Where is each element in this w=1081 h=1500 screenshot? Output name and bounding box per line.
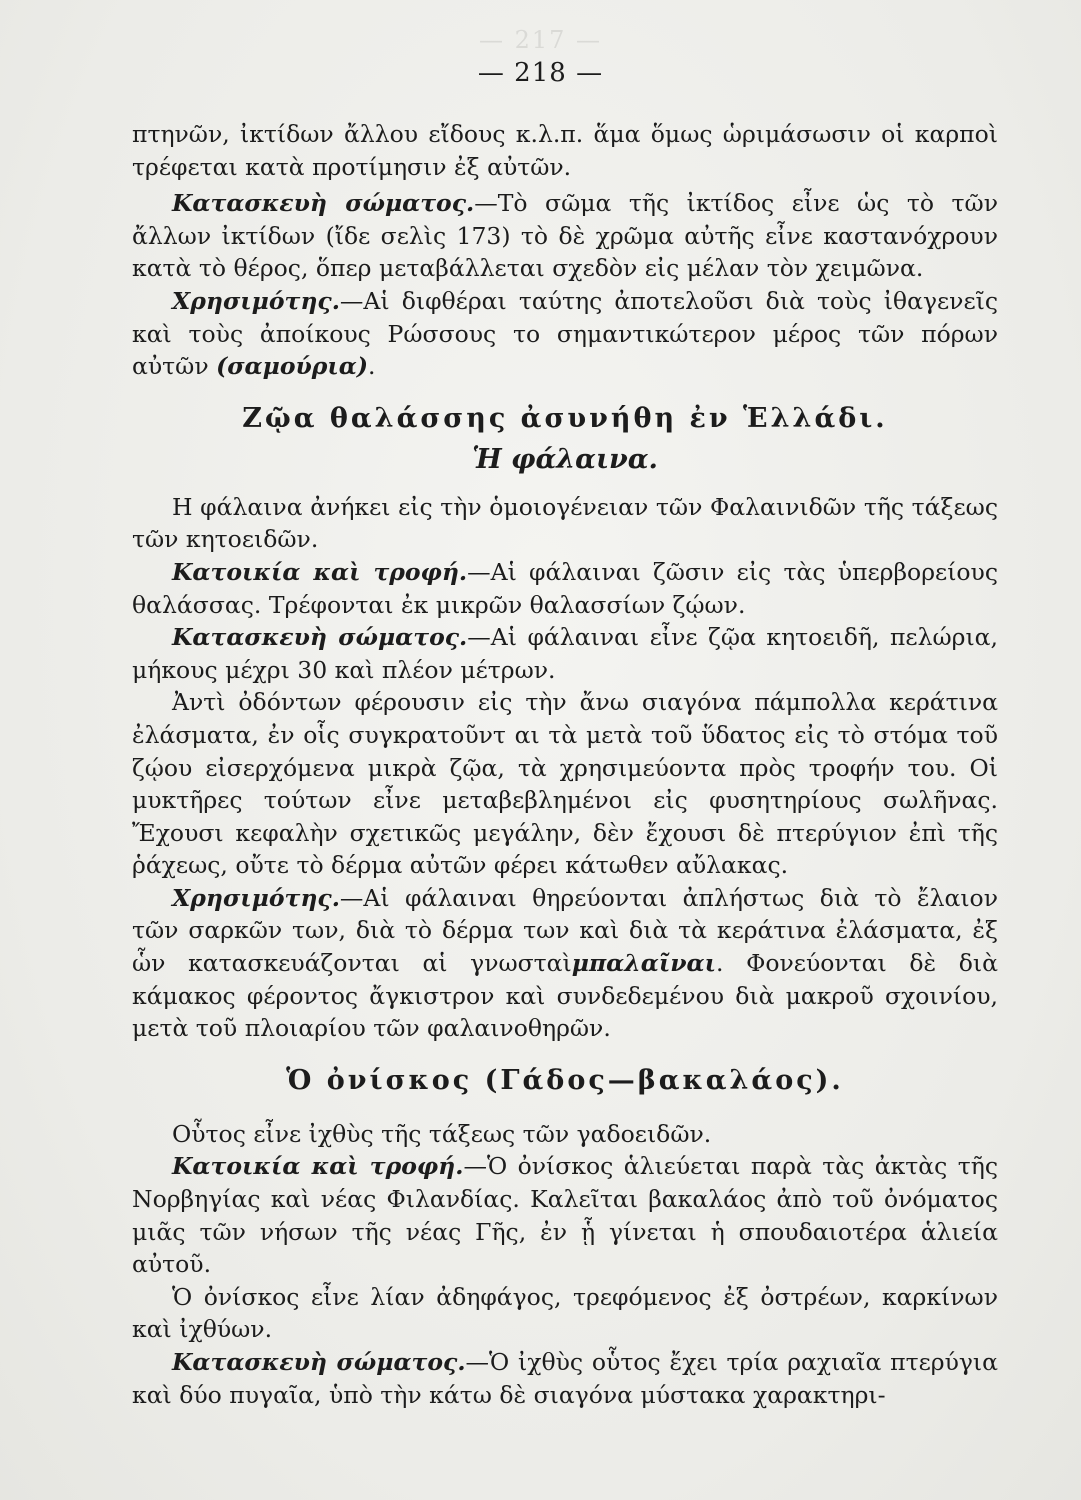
emphasized-term: (σαμούρια)	[216, 352, 369, 381]
paragraph-text: —Αἱ φάλαιναι εἶνε ζῷα κητοειδῆ, πελώρια, μήκους μέχρι 30 καὶ πλέον μέτρων.	[132, 623, 998, 684]
section-lead: Χρησιμότης.	[172, 286, 340, 315]
paragraph-text: Η φάλαινα ἀνήκει εἰς τὴν ὁμοιογένειαν τῶν Φαλαινιδῶν τῆς τάξεως τῶν κητοειδῶν.	[132, 492, 998, 554]
paragraph-text: —Αἱ φάλαιναι θηρεύονται ἀπλήστως διὰ τὸ ἔλαιον τῶν σαρκῶν των, διὰ τὸ δέρμα των καὶ διὰ τὰ κεράτινα ἐλάσματα, ἐξ ὧν κατασκευάζονται αἱ γνωσταὶ	[132, 883, 998, 978]
paragraph-text: —Αἱ φάλαιναι ζῶσιν εἰς τὰς ὑπερβορείους θαλάσσας. Τρέφονται ἐκ μικρῶν θαλασσίων ζῴων.	[132, 557, 999, 619]
section-lead: Κατασκευὴ σώματος.	[172, 1348, 466, 1376]
page-number: — 218 —	[477, 58, 604, 88]
paragraph-cod-structure	[132, 1346, 998, 1411]
section-lead: Κατασκευὴ σώματος.	[172, 623, 468, 652]
bleed-through-page-number: — 217 —	[478, 26, 603, 54]
section-heading-cod: Ὁ ὀνίσκος (Γάδος—βακαλάος).	[286, 1064, 844, 1096]
paragraph-usefulness	[132, 285, 998, 383]
paragraph-text: . Φονεύονται δὲ διὰ κάμακος φέροντος ἄγκιστρον καὶ συνδεδεμένου διὰ μακροῦ σχοινίου, μετὰ τοῦ πλοιαρίου τῶν φαλαινοθηρῶν.	[132, 949, 998, 1043]
paragraph-cod-intro	[132, 1118, 998, 1151]
paragraph-text: —Αἱ διφθέραι ταύτης ἀποτελοῦσι διὰ τοὺς ἰθαγενεῖς καὶ τοὺς ἀποίκους Ρώσσους το σημαντικώτερον μέρος τῶν πόρων αὐτῶν	[132, 286, 998, 381]
paragraph-text: —Τὸ σῶμα τῆς ἰκτίδος εἶνε ὡς τὸ τῶν ἄλλων ἰκτίδων (ἴδε σελὶς 173) τὸ δὲ χρῶμα αὐτῆς εἶνε καστανόχρουν κατὰ τὸ θέρος, ὅπερ μεταβάλλεται σχεδὸν εἰς μέλαν τὸν χειμῶνα.	[132, 189, 998, 283]
paragraph-continuation	[132, 118, 998, 183]
section-lead: Κατασκευὴ σώματος.	[172, 189, 475, 218]
paragraph-text: —Ὁ ἰχθὺς οὗτος ἔχει τρία ραχιαῖα πτερύγια καὶ δύο πυγαῖα, ὑπὸ τὴν κάτω δὲ σιαγόνα μύστακα χαρακτηρι-	[132, 1348, 998, 1409]
paragraph-end: .	[368, 352, 376, 381]
paragraph-text: —Ὁ ὀνίσκος ἁλιεύεται παρὰ τὰς ἀκτὰς τῆς Νορβηγίας καὶ νέας Φιλανδίας. Καλεῖται βακαλάος ἀπὸ τοῦ ὀνόματος μιᾶς τῶν νήσων τῆς νέας Γῆς, ἐν ᾗ γίνεται ἡ σπουδαιοτέρα ἁλιεία αὐτοῦ.	[132, 1152, 999, 1279]
paragraph-whale-baleen	[132, 686, 998, 882]
paragraph-cod-habitat	[132, 1150, 998, 1280]
page-body	[132, 118, 998, 1411]
paragraph-cod-diet	[132, 1281, 998, 1346]
paragraph-text: Οὗτος εἶνε ἰχθὺς τῆς τάξεως τῶν γαδοειδῶν.	[172, 1119, 712, 1148]
paragraph-whale-intro	[132, 491, 998, 556]
paragraph-whale-structure	[132, 621, 998, 686]
paragraph-whale-habitat	[132, 556, 998, 621]
paragraph-text: Ὁ ὀνίσκος εἶνε λίαν ἀδηφάγος, τρεφόμενος ἐξ ὀστρέων, καρκίνων καὶ ἰχθύων.	[132, 1282, 998, 1344]
section-lead: Κατοικία καὶ τροφή.	[172, 1152, 464, 1181]
paragraph-whale-usefulness	[132, 882, 998, 1045]
subheading-whale: Ἡ φάλαινα.	[472, 443, 658, 475]
emphasized-term: μπαλαῖναι	[571, 949, 716, 978]
section-lead: Χρησιμότης.	[172, 883, 340, 912]
paragraph-body-structure	[132, 187, 998, 285]
section-lead: Κατοικία καὶ τροφή.	[172, 557, 468, 586]
paragraph-text: Ἀντὶ ὀδόντων φέρουσιν εἰς τὴν ἄνω σιαγόνα πάμπολλα κεράτινα ἐλάσματα, ἐν οἷς συγκρατοῦντ αι τὰ μετὰ τοῦ ὕδατος εἰς τὸ στόμα τοῦ ζῴου εἰσερχόμενα μικρὰ ζῷα, τὰ χρησιμεύοντα πρὸς τροφήν του. Οἱ μυκτῆρες τούτων εἶνε μεταβεβλημένοι εἰς φυσητηρίους σωλῆνας. Ἔχουσι κεφαλὴν σχετικῶς μεγάλην, δὲν ἔχουσι δὲ πτερύγιον ἐπὶ τῆς ῥάχεως, οὔτε τὸ δέρμα αὐτῶν φέρει κάτωθεν αὔλακας.	[132, 688, 998, 880]
paragraph-text: πτηνῶν, ἰκτίδων ἄλλου εἴδους κ.λ.π. ἅμα ὅμως ὡριμάσωσιν οἱ καρποὶ τρέφεται κατὰ προτίμησιν ἐξ αὐτῶν.	[132, 120, 998, 181]
section-heading-sea-animals: Ζῷα θαλάσσης ἀσυνήθη ἐν Ἑλλάδι.	[242, 402, 888, 434]
